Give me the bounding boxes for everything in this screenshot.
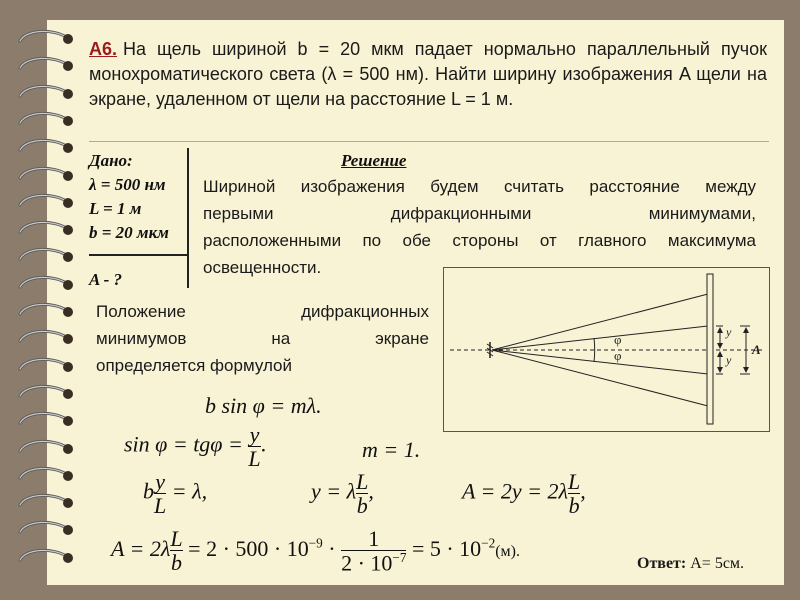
solution-line: определяется формулой <box>96 356 293 375</box>
spiral-ring-icon <box>14 491 74 513</box>
y-label-top: y <box>726 325 732 339</box>
problem-number: А6. <box>89 39 118 59</box>
spiral-ring-icon <box>14 164 74 186</box>
outer-ray-bottom <box>492 350 708 406</box>
screen <box>707 274 713 424</box>
spiral-ring-icon <box>14 327 74 349</box>
spiral-ring-icon <box>14 355 74 377</box>
spiral-ring-icon <box>14 409 74 431</box>
answer-value: А= 5см. <box>690 555 745 572</box>
outer-ray-top <box>492 294 708 350</box>
ray-min-bottom <box>492 350 708 374</box>
given-title: Дано: <box>89 151 133 170</box>
formula-a: A = 2y = 2λ $\frac{L}{b}$ , <box>462 469 586 519</box>
solution-line: расположенными по обе стороны от главного максимума <box>203 231 756 250</box>
find-item: A - ? <box>89 270 123 289</box>
given-item: b = 20 мкм <box>89 223 169 242</box>
spiral-ring-icon <box>14 382 74 404</box>
y-label-bottom: y <box>726 353 732 367</box>
spiral-ring-icon <box>14 273 74 295</box>
formula-final: A = 2λ $\frac{L}{b}$ = $2 \cdot 500 \cdot 10^{-9}$ · $\frac{1}{2 \cdot 10^{-7}}$ = $5 \cdot 10^{-2}(м)$. <box>111 526 520 576</box>
formula-grating: b sin φ = mλ. <box>205 393 322 418</box>
spiral-ring-icon <box>14 218 74 240</box>
spiral-ring-icon <box>14 82 74 104</box>
spiral-ring-icon <box>14 464 74 486</box>
spiral-ring-icon <box>14 109 74 131</box>
formula-order: m = 1. <box>362 437 421 462</box>
solution-line: первыми дифракционными минимумами, <box>203 204 756 223</box>
angle-label-bottom: φ <box>614 348 622 363</box>
formula-y: y = λ $\frac{L}{b}$ , <box>311 469 374 519</box>
spiral-ring-icon <box>14 136 74 158</box>
spiral-ring-icon <box>14 27 74 49</box>
angle-label-top: φ <box>614 332 622 347</box>
given-divider-horizontal <box>89 254 188 256</box>
solution-line: минимумов на экране <box>96 329 429 348</box>
answer-label: Ответ: <box>637 555 687 572</box>
spiral-ring-icon <box>14 437 74 459</box>
formula-sin-tg: sin φ = tgφ = $\frac{y}{L}$ . <box>124 422 267 472</box>
given-item: L = 1 м <box>89 199 142 218</box>
answer <box>637 555 744 573</box>
angle-arc <box>594 338 595 362</box>
spiral-ring-icon <box>14 54 74 76</box>
a-label: A <box>752 342 761 357</box>
solution-title: Решение <box>341 151 407 170</box>
spiral-ring-icon <box>14 245 74 267</box>
problem-text: На щель шириной b = 20 мкм падает нормально параллельный пучок монохроматического света (λ = 500 нм). Найти ширину изображения A щели на экране, удаленном от щели на расстояние L = 1 м. <box>89 39 767 109</box>
given-divider-vertical <box>187 148 189 288</box>
solution-line: Шириной изображения будем считать расстояние между <box>203 177 756 196</box>
header-divider <box>89 141 769 142</box>
spiral-ring-icon <box>14 546 74 568</box>
formula-b-y-over-l: b $\frac{y}{L}$ = λ, <box>143 469 208 519</box>
ray-min-top <box>492 326 708 350</box>
solution-line: освещенности. <box>203 258 322 277</box>
spiral-ring-icon <box>14 518 74 540</box>
spiral-ring-icon <box>14 191 74 213</box>
diffraction-diagram <box>443 267 770 432</box>
given-item: λ = 500 нм <box>89 175 166 194</box>
solution-line: Положение дифракционных <box>96 302 429 321</box>
problem-statement <box>89 37 767 112</box>
spiral-ring-icon <box>14 300 74 322</box>
